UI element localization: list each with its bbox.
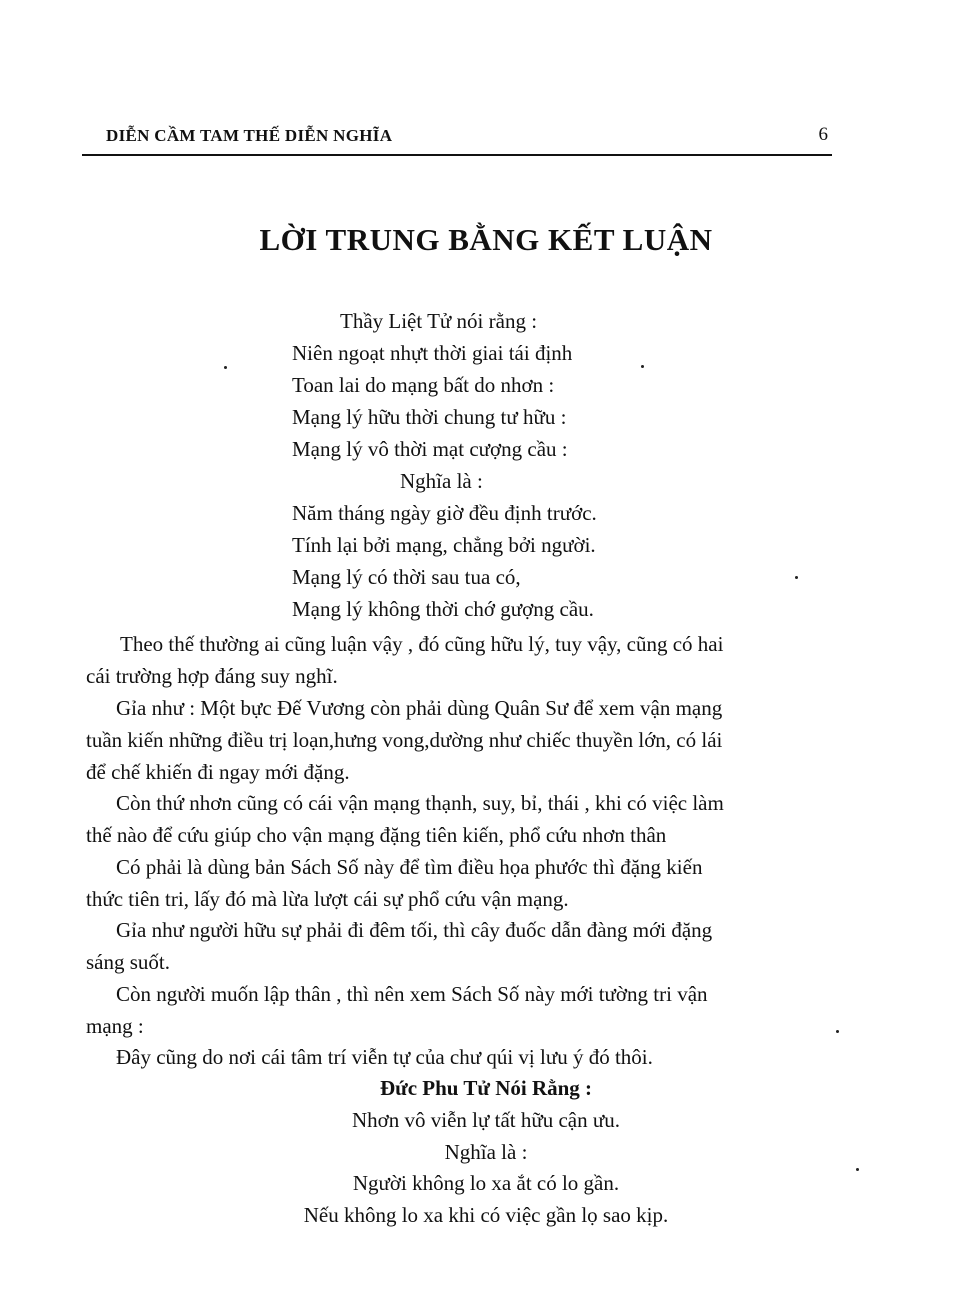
body-line: thế nào để cứu giúp cho vận mạng đặng tiên kiến, phổ cứu nhơn thân xyxy=(86,823,667,847)
body-line: để chế khiến đi ngay mới đặng. xyxy=(86,760,350,784)
poem-line: Mạng lý hữu thời chung tư hữu : xyxy=(292,405,567,429)
poem-line: Niên ngoạt nhựt thời giai tái định xyxy=(292,341,573,365)
page-number: 6 xyxy=(818,124,828,145)
scan-speck xyxy=(795,576,798,579)
body-line: sáng suốt. xyxy=(86,950,170,974)
poem-line: Mạng lý vô thời mạt cượng cầu : xyxy=(292,437,568,461)
body-line: tuần kiến những điều trị loạn,hưng vong,dường như chiếc thuyền lớn, có lái xyxy=(86,728,723,752)
body-line: cái trường hợp đáng suy nghĩ. xyxy=(86,664,338,688)
running-header-title: DIỄN CẦM TAM THẾ DIỄN NGHĨA xyxy=(106,126,393,145)
quote-line: Nhơn vô viễn lự tất hữu cận ưu. xyxy=(351,1108,621,1132)
body-line: thức tiên tri, lấy đó mà lừa lượt cái sự phổ cứu vận mạng. xyxy=(86,887,569,911)
body-line: Có phải là dùng bản Sách Số này để tìm điều họa phước thì đặng kiến xyxy=(116,855,703,879)
body-line: Theo thế thường ai cũng luận vậy , đó cũng hữu lý, tuy vậy, cũng có hai xyxy=(120,632,724,656)
meaning-label: Nghĩa là : xyxy=(400,469,483,493)
scan-speck xyxy=(856,1168,859,1171)
body-line: Gỉa như người hữu sự phải đi đêm tối, thì cây đuốc dẫn đàng mới đặng xyxy=(116,918,713,942)
chapter-title: LỜI TRUNG BẰNG KẾT LUẬN xyxy=(259,222,713,257)
body-line: mạng : xyxy=(86,1014,144,1038)
running-header xyxy=(82,126,832,156)
body-line: Gỉa như : Một bực Đế Vương còn phải dùng Quân Sư để xem vận mạng xyxy=(116,696,723,720)
scan-speck xyxy=(641,365,644,368)
section-heading: Đức Phu Tử Nói Rằng : xyxy=(379,1076,593,1100)
poem-line: Toan lai do mạng bất do nhơn : xyxy=(292,373,555,397)
meaning-label: Nghĩa là : xyxy=(444,1140,528,1164)
body-line: Còn thứ nhơn cũng có cái vận mạng thạnh, suy, bỉ, thái , khi có việc làm xyxy=(116,791,724,815)
body-line: Còn người muốn lập thân , thì nên xem Sách Số này mới tường tri vận xyxy=(116,982,708,1006)
meaning-line: Tính lại bởi mạng, chẳng bởi người. xyxy=(292,533,596,557)
scan-speck xyxy=(224,366,227,369)
meaning-line: Người không lo xa ắt có lo gần. xyxy=(352,1171,620,1195)
meaning-line: Nếu không lo xa khi có việc gần lọ sao kịp. xyxy=(303,1203,669,1227)
meaning-line: Mạng lý có thời sau tua có, xyxy=(292,565,521,589)
poem-intro: Thầy Liệt Tử nói rằng : xyxy=(340,309,538,333)
meaning-line: Năm tháng ngày giờ đều định trước. xyxy=(292,501,597,525)
body-line: Đây cũng do nơi cái tâm trí viễn tự của chư qúi vị lưu ý đó thôi. xyxy=(116,1045,653,1069)
scan-speck xyxy=(836,1030,839,1033)
meaning-line: Mạng lý không thời chớ gượng cầu. xyxy=(292,597,594,621)
